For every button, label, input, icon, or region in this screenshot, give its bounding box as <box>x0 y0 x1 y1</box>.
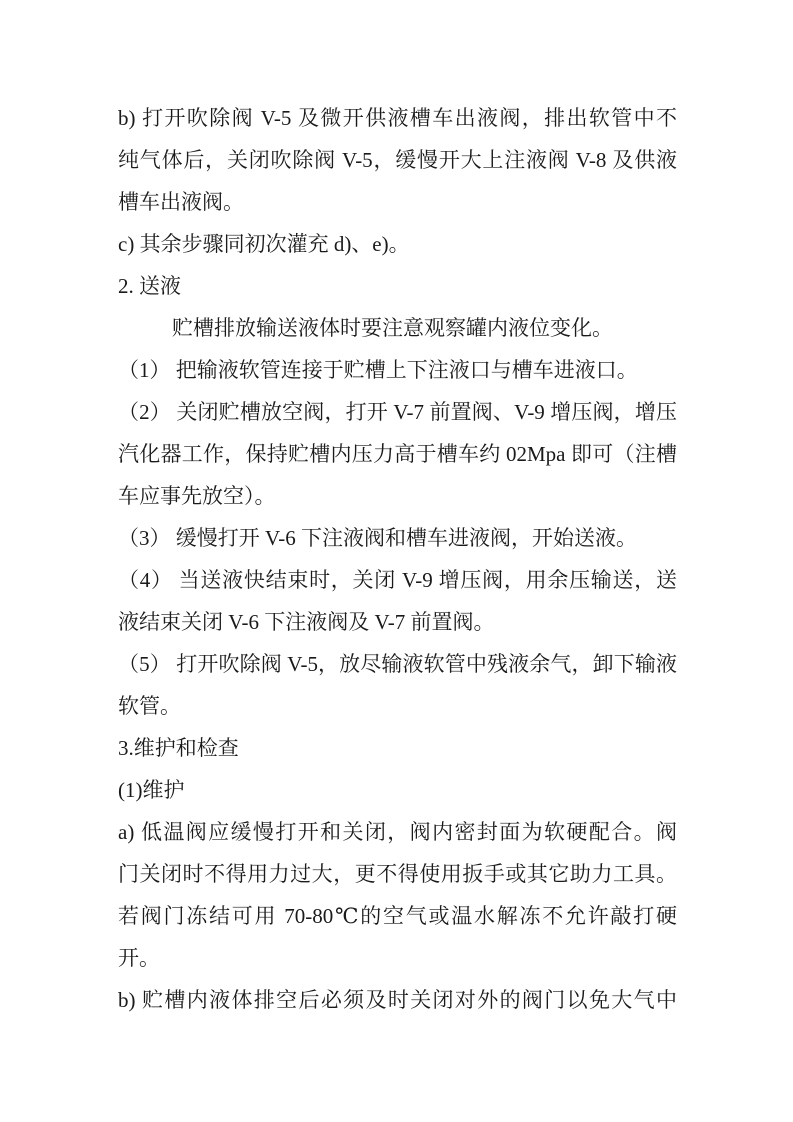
document-line: （1） 把输液软管连接于贮槽上下注液口与槽车进液口。 <box>118 358 638 382</box>
document-line: c) 其余步骤同初次灌充 d)、e)。 <box>118 232 410 256</box>
document-line: （3） 缓慢打开 V-6 下注液阀和槽车进液阀，开始送液。 <box>118 526 637 550</box>
document-line: （2） 关闭贮槽放空阀，打开 V-7 前置阀、V-9 增压阀，增压 <box>118 400 677 424</box>
document-line: 纯气体后，关闭吹除阀 V-5，缓慢开大上注液阀 V-8 及供液 <box>118 148 677 172</box>
document-line: 门关闭时不得用力过大，更不得使用扳手或其它助力工具。 <box>118 862 677 886</box>
document-line: 槽车出液阀。 <box>118 190 244 214</box>
document-line: （5） 打开吹除阀 V-5，放尽输液软管中残液余气，卸下输液 <box>118 652 677 676</box>
document-line: 开。 <box>118 946 160 970</box>
document-line: 汽化器工作，保持贮槽内压力高于槽车约 02Mpa 即可（注槽 <box>118 442 677 466</box>
document-line: b) 打开吹除阀 V-5 及微开供液槽车出液阀，排出软管中不 <box>118 106 677 130</box>
document-body <box>118 97 677 1021</box>
document-line: a) 低温阀应缓慢打开和关闭，阀内密封面为软硬配合。阀 <box>118 820 677 844</box>
document-line: (1)维护 <box>118 778 185 802</box>
document-line: （4） 当送液快结束时，关闭 V-9 增压阀，用余压输送，送 <box>118 568 677 592</box>
document-line: 贮槽排放输送液体时要注意观察罐内液位变化。 <box>172 316 613 340</box>
document-line: 车应事先放空）。 <box>118 484 276 508</box>
document-line: 软管。 <box>118 694 181 718</box>
document-line: b) 贮槽内液体排空后必须及时关闭对外的阀门以免大气中 <box>118 988 677 1012</box>
document-line: 3.维护和检查 <box>118 736 239 760</box>
document-line: 2. 送液 <box>118 274 181 298</box>
document-line: 液结束关闭 V-6 下注液阀及 V-7 前置阀。 <box>118 610 495 634</box>
document-line: 若阀门冻结可用 70-80℃的空气或温水解冻不允许敲打硬 <box>118 904 677 928</box>
